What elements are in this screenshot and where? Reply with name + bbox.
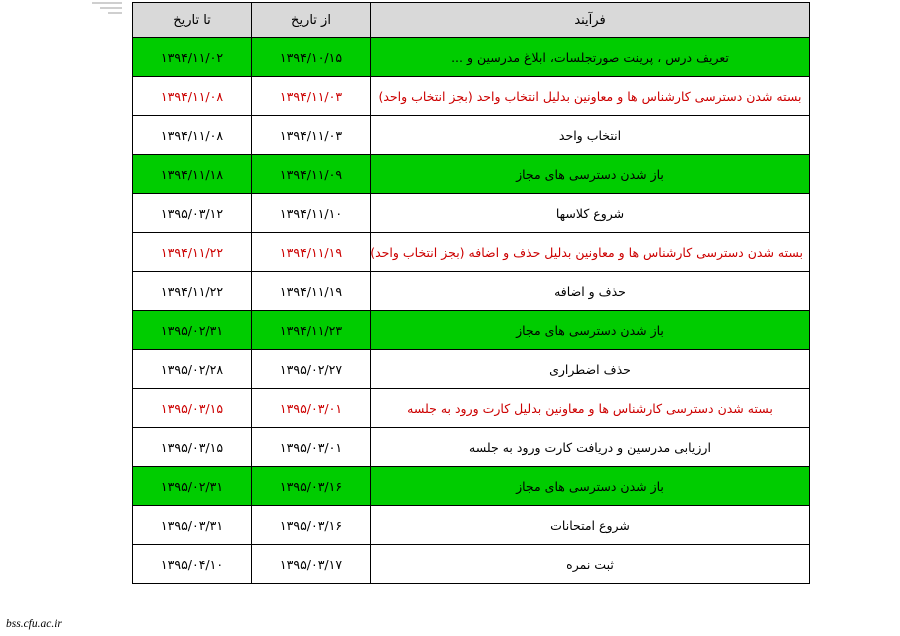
cell-from-date: ۱۳۹۵/۰۳/۰۱ (252, 389, 371, 428)
cell-process: باز شدن دسترسی های مجاز (371, 155, 810, 194)
cell-process: ثبت نمره (371, 545, 810, 584)
cell-to-date: ۱۳۹۴/۱۱/۱۸ (133, 155, 252, 194)
cell-process: بسته شدن دسترسی کارشناس ها و معاونین بدلیل حذف و اضافه (بجز انتخاب واحد) (371, 233, 810, 272)
table-row (133, 506, 810, 545)
cell-process: انتخاب واحد (371, 116, 810, 155)
cell-from-date: ۱۳۹۵/۰۳/۰۱ (252, 428, 371, 467)
schedule-table-container (133, 2, 810, 584)
table-row (133, 389, 810, 428)
cell-from-date: ۱۳۹۵/۰۳/۱۶ (252, 467, 371, 506)
table-row (133, 545, 810, 584)
decorative-line (92, 2, 122, 4)
table-row (133, 272, 810, 311)
footer-site-url: bss.cfu.ac.ir (6, 618, 62, 630)
cell-from-date: ۱۳۹۴/۱۱/۲۳ (252, 311, 371, 350)
cell-to-date: ۱۳۹۵/۰۲/۳۱ (133, 467, 252, 506)
table-row (133, 428, 810, 467)
cell-process: بسته شدن دسترسی کارشناس ها و معاونین بدلیل کارت ورود به جلسه (371, 389, 810, 428)
cell-to-date: ۱۳۹۵/۰۲/۳۱ (133, 311, 252, 350)
decorative-mark (86, 2, 122, 16)
column-header-from-date: از تاریخ (252, 3, 371, 38)
cell-to-date: ۱۳۹۴/۱۱/۲۲ (133, 272, 252, 311)
table-row (133, 467, 810, 506)
cell-from-date: ۱۳۹۴/۱۱/۰۳ (252, 77, 371, 116)
cell-from-date: ۱۳۹۴/۱۱/۱۰ (252, 194, 371, 233)
cell-process: حذف اضطراری (371, 350, 810, 389)
table-row (133, 233, 810, 272)
cell-from-date: ۱۳۹۴/۱۱/۰۳ (252, 116, 371, 155)
column-header-to-date: تا تاریخ (133, 3, 252, 38)
cell-to-date: ۱۳۹۴/۱۱/۲۲ (133, 233, 252, 272)
cell-to-date: ۱۳۹۴/۱۱/۰۸ (133, 77, 252, 116)
cell-process: باز شدن دسترسی های مجاز (371, 467, 810, 506)
cell-process: بسته شدن دسترسی کارشناس ها و معاونین بدلیل انتخاب واحد (بجز انتخاب واحد) (371, 77, 810, 116)
cell-from-date: ۱۳۹۵/۰۲/۲۷ (252, 350, 371, 389)
cell-process: باز شدن دسترسی های مجاز (371, 311, 810, 350)
table-row (133, 350, 810, 389)
cell-from-date: ۱۳۹۴/۱۰/۱۵ (252, 38, 371, 77)
table-row (133, 311, 810, 350)
cell-to-date: ۱۳۹۵/۰۳/۱۵ (133, 389, 252, 428)
cell-process: شروع امتحانات (371, 506, 810, 545)
table-header-row (133, 3, 810, 38)
cell-process: تعریف درس ، پرینت صورتجلسات، ابلاغ مدرسین و ... (371, 38, 810, 77)
cell-process: حذف و اضافه (371, 272, 810, 311)
table-header (133, 3, 810, 38)
cell-to-date: ۱۳۹۵/۰۳/۳۱ (133, 506, 252, 545)
cell-to-date: ۱۳۹۴/۱۱/۰۲ (133, 38, 252, 77)
cell-process: شروع کلاسها (371, 194, 810, 233)
table-row (133, 38, 810, 77)
cell-from-date: ۱۳۹۴/۱۱/۰۹ (252, 155, 371, 194)
cell-from-date: ۱۳۹۵/۰۳/۱۶ (252, 506, 371, 545)
cell-process: ارزیابی مدرسین و دریافت کارت ورود به جلسه (371, 428, 810, 467)
cell-from-date: ۱۳۹۵/۰۳/۱۷ (252, 545, 371, 584)
cell-to-date: ۱۳۹۵/۰۴/۱۰ (133, 545, 252, 584)
cell-to-date: ۱۳۹۴/۱۱/۰۸ (133, 116, 252, 155)
cell-to-date: ۱۳۹۵/۰۲/۲۸ (133, 350, 252, 389)
cell-to-date: ۱۳۹۵/۰۳/۱۲ (133, 194, 252, 233)
table-row (133, 77, 810, 116)
cell-from-date: ۱۳۹۴/۱۱/۱۹ (252, 272, 371, 311)
column-header-process: فرآیند (371, 3, 810, 38)
table-row (133, 194, 810, 233)
table-row (133, 155, 810, 194)
academic-calendar-table (132, 2, 810, 584)
cell-to-date: ۱۳۹۵/۰۳/۱۵ (133, 428, 252, 467)
decorative-line (100, 7, 122, 9)
table-body (133, 38, 810, 584)
table-row (133, 116, 810, 155)
decorative-line (108, 12, 122, 14)
cell-from-date: ۱۳۹۴/۱۱/۱۹ (252, 233, 371, 272)
